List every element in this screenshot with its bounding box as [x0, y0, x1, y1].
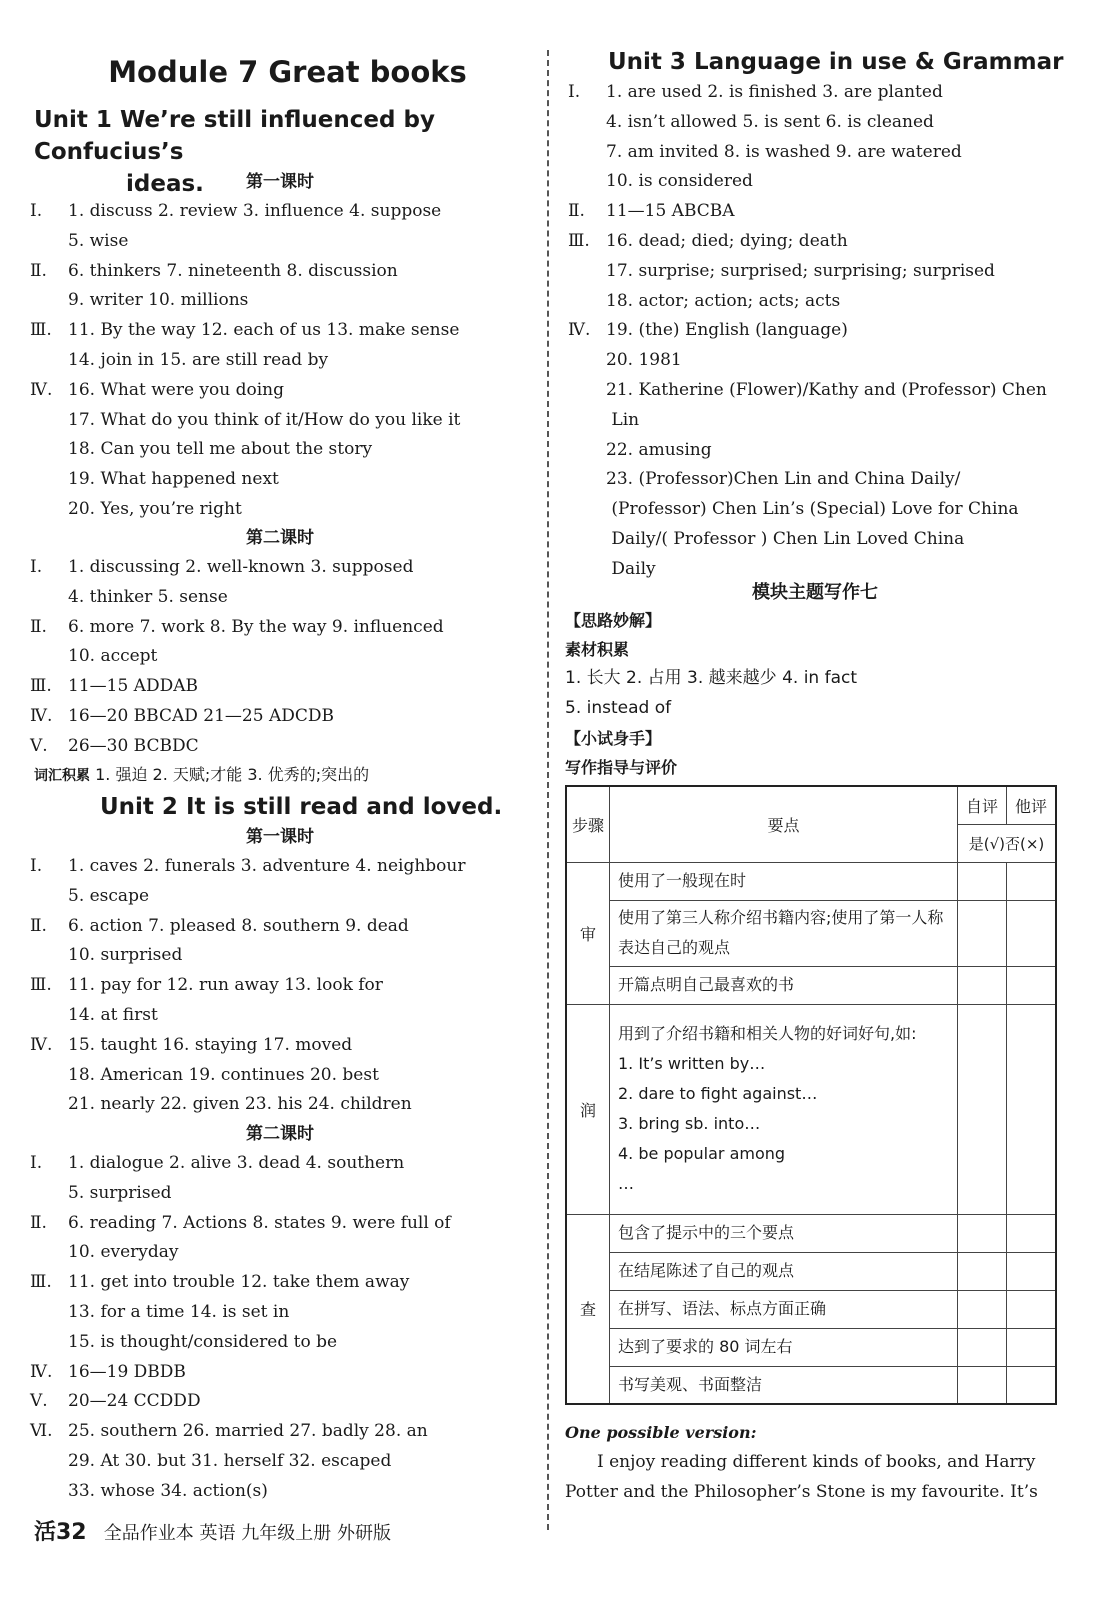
- answer-line: [30, 495, 530, 525]
- table-row: [566, 1004, 1056, 1214]
- table-row: [566, 862, 1056, 900]
- answer-line: [568, 138, 1065, 168]
- point-cell: 达到了要求的 80 词左右: [610, 1328, 958, 1366]
- peer-check-cell[interactable]: [1007, 1290, 1057, 1328]
- answer-text: 6. action 7. pleased 8. southern 9. dead: [68, 915, 409, 936]
- unit2-lesson1: [30, 822, 530, 1120]
- answer-text: 14. at first: [68, 1004, 158, 1025]
- section-numeral: Ⅳ.: [30, 705, 53, 726]
- self-check-cell[interactable]: [958, 1328, 1007, 1366]
- answer-line: [30, 882, 530, 912]
- answer-text: 6. reading 7. Actions 8. states 9. were full of: [68, 1212, 451, 1233]
- writing-title: 模块主题写作七: [752, 582, 878, 603]
- lesson-label: 第二课时: [246, 1124, 314, 1144]
- unit2-lesson2: [30, 1119, 530, 1507]
- answer-line: [568, 257, 1065, 287]
- writing-section: [565, 606, 1065, 782]
- answer-text: 25. southern 26. married 27. badly 28. an: [68, 1421, 428, 1442]
- answer-text: 10. accept: [68, 646, 158, 667]
- answer-text: 6. more 7. work 8. By the way 9. influenced: [68, 616, 444, 637]
- answer-line: [30, 197, 530, 227]
- answer-line: [30, 465, 530, 495]
- page-number: 活32: [34, 1520, 87, 1545]
- answer-text: 23. (Professor)Chen Lin and China Daily/: [606, 469, 961, 490]
- unit3-answers: [568, 78, 1065, 585]
- answer-line: [30, 1358, 530, 1388]
- self-check-cell[interactable]: [958, 966, 1007, 1004]
- answer-line: [30, 732, 530, 762]
- lesson-label: 第二课时: [246, 528, 314, 548]
- answer-line: [30, 406, 530, 436]
- answer-line: [568, 78, 1065, 108]
- answer-line: [30, 1477, 530, 1507]
- peer-check-cell[interactable]: [1007, 966, 1057, 1004]
- answer-text: 11. pay for 12. run away 13. look for: [68, 975, 383, 996]
- answer-line: [30, 346, 530, 376]
- answer-text: 15. is thought/considered to be: [68, 1331, 338, 1352]
- table-row: [566, 966, 1056, 1004]
- self-check-cell[interactable]: [958, 1366, 1007, 1404]
- table-row: [566, 900, 1056, 966]
- section-numeral: Ⅳ.: [568, 320, 591, 341]
- answer-line: [568, 167, 1065, 197]
- tips-heading: 【思路妙解】: [565, 611, 662, 630]
- step-cell: 查: [566, 1214, 610, 1404]
- answer-line: [30, 971, 530, 1001]
- answer-text: 19. What happened next: [68, 469, 279, 490]
- answer-line: [568, 227, 1065, 257]
- answer-line: [30, 583, 530, 613]
- answer-text: 10. everyday: [68, 1242, 179, 1263]
- answer-line: [30, 1387, 530, 1417]
- answer-line: [30, 1209, 530, 1239]
- answer-text: 16—20 BBCAD 21—25 ADCDB: [68, 705, 334, 726]
- peer-check-cell[interactable]: [1007, 900, 1057, 966]
- answer-line: [30, 1179, 530, 1209]
- answer-line: [30, 1149, 530, 1179]
- essay-line: I enjoy reading different kinds of books, and Harry: [597, 1451, 1036, 1472]
- section-numeral: Ⅲ.: [30, 320, 52, 341]
- lesson-label: 第一课时: [246, 172, 314, 192]
- answer-text: 1. are used 2. is finished 3. are planted: [606, 82, 943, 102]
- section-numeral: Ⅱ.: [30, 260, 47, 281]
- answer-line: [568, 525, 1065, 555]
- answer-text: 13. for a time 14. is set in: [68, 1301, 290, 1322]
- answer-line: [568, 316, 1065, 346]
- lesson-label: 第一课时: [246, 827, 314, 847]
- answer-line: [30, 227, 530, 257]
- section-numeral: Ⅰ.: [30, 201, 43, 221]
- section-numeral: Ⅲ.: [30, 975, 52, 996]
- answer-line: [30, 672, 530, 702]
- answer-text: 17. What do you think of it/How do you like it: [68, 409, 461, 430]
- evaluation-table: [565, 785, 1057, 1405]
- answer-text: 26—30 BCBDC: [68, 735, 199, 756]
- answer-list: [30, 852, 530, 1120]
- try-heading: 【小试身手】: [565, 728, 662, 748]
- answer-text: 16. What were you doing: [68, 379, 285, 400]
- answer-text: 5. escape: [68, 885, 150, 906]
- section-numeral: Ⅱ.: [30, 915, 47, 936]
- answer-line: [30, 1238, 530, 1268]
- answer-line: [30, 642, 530, 672]
- section-numeral: Ⅳ.: [30, 1361, 53, 1382]
- point-cell: 书写美观、书面整洁: [610, 1366, 958, 1404]
- peer-check-cell[interactable]: [1007, 1328, 1057, 1366]
- answer-list: [30, 1149, 530, 1507]
- table-row: [566, 1214, 1056, 1252]
- answer-text: 1. caves 2. funerals 3. adventure 4. neighbour: [68, 856, 466, 876]
- answer-line: [568, 108, 1065, 138]
- section-numeral: Ⅴ.: [30, 735, 48, 756]
- unit2-title: Unit 2 It is still read and loved.: [100, 794, 503, 820]
- section-numeral: Ⅲ.: [30, 1272, 52, 1293]
- answer-text: 17. surprise; surprised; surprising; surprised: [606, 260, 995, 281]
- answer-text: 16. dead; died; dying; death: [606, 230, 848, 251]
- module-title: Module 7 Great books: [108, 55, 467, 89]
- section-numeral: Ⅰ.: [568, 82, 581, 102]
- peer-check-cell[interactable]: [1007, 862, 1057, 900]
- answer-line: [30, 852, 530, 882]
- self-check-cell[interactable]: [958, 1252, 1007, 1290]
- header-peer: 他评: [1007, 786, 1057, 824]
- answer-line: [568, 287, 1065, 317]
- answer-line: [568, 197, 1065, 227]
- answer-line: [30, 1090, 530, 1120]
- peer-check-cell[interactable]: [1007, 1252, 1057, 1290]
- answer-line: [30, 316, 530, 346]
- section-numeral: Ⅰ.: [30, 856, 43, 876]
- answer-line: [30, 613, 530, 643]
- answer-text: 22. amusing: [606, 439, 712, 460]
- header-step: 步骤: [566, 786, 610, 862]
- answer-line: [30, 376, 530, 406]
- point-cell: 用到了介绍书籍和相关人物的好词好句,如: 1. It’s written by… 2. dare to fight against… 3. bring sb. into… 4. be popular among …: [610, 1004, 958, 1214]
- point-cell: 开篇点明自己最喜欢的书: [610, 966, 958, 1004]
- self-check-cell[interactable]: [958, 900, 1007, 966]
- self-check-cell[interactable]: [958, 1214, 1007, 1252]
- answer-text: 16—19 DBDB: [68, 1361, 186, 1382]
- vocab-accumulation: [34, 760, 369, 791]
- unit1-lesson2: [30, 523, 530, 762]
- step-cell: 润: [566, 1004, 610, 1214]
- answer-line: [30, 435, 530, 465]
- answer-line: [30, 1031, 530, 1061]
- self-check-cell[interactable]: [958, 862, 1007, 900]
- answer-line: [30, 702, 530, 732]
- answer-text: 11—15 ABCBA: [606, 201, 735, 222]
- section-numeral: Ⅴ.: [30, 1391, 48, 1412]
- point-cell: 在结尾陈述了自己的观点: [610, 1252, 958, 1290]
- self-check-cell[interactable]: [958, 1004, 1007, 1214]
- answer-line: [568, 376, 1065, 406]
- answer-text: 11—15 ADDAB: [68, 676, 198, 697]
- answer-line: [568, 436, 1065, 466]
- section-numeral: Ⅱ.: [568, 201, 585, 222]
- section-numeral: Ⅳ.: [30, 1034, 53, 1055]
- version-label: One possible version:: [565, 1423, 757, 1442]
- table-header-row: [566, 786, 1056, 824]
- answer-text: 19. (the) English (language): [606, 320, 848, 341]
- table-row: [566, 1252, 1056, 1290]
- section-numeral: Ⅲ.: [568, 230, 590, 251]
- self-check-cell[interactable]: [958, 1290, 1007, 1328]
- answer-text: 11. By the way 12. each of us 13. make sense: [68, 320, 460, 341]
- section-numeral: Ⅳ.: [30, 379, 53, 400]
- answer-line: [30, 1447, 530, 1477]
- answer-text: 15. taught 16. staying 17. moved: [68, 1034, 353, 1055]
- answer-text: 10. is considered: [606, 171, 753, 192]
- answer-list: [30, 553, 530, 762]
- answer-text: 7. am invited 8. is washed 9. are watered: [606, 141, 962, 162]
- answer-text: 6. thinkers 7. nineteenth 8. discussion: [68, 260, 398, 281]
- table-row: [566, 1290, 1056, 1328]
- answer-text: 21. nearly 22. given 23. his 24. children: [68, 1094, 412, 1115]
- footer-text: 全品作业本 英语 九年级上册 外研版: [103, 1523, 391, 1544]
- header-self: 自评: [958, 786, 1007, 824]
- header-points: 要点: [610, 786, 958, 862]
- peer-check-cell[interactable]: [1007, 1214, 1057, 1252]
- essay-line: Potter and the Philosopher’s Stone is my favourite. It’s: [565, 1481, 1038, 1502]
- answer-line: [30, 1001, 530, 1031]
- table-row: [566, 1328, 1056, 1366]
- peer-check-cell[interactable]: [1007, 1004, 1057, 1214]
- answer-text: 21. Katherine (Flower)/Kathy and (Professor) Chen: [606, 379, 1047, 400]
- point-cell: 使用了第三人称介绍书籍内容;使用了第一人称表达自己的观点: [610, 900, 958, 966]
- answer-text: (Professor) Chen Lin’s (Special) Love for China: [606, 499, 1019, 520]
- answer-line: [30, 912, 530, 942]
- answer-line: [30, 553, 530, 583]
- answer-line: [30, 1061, 530, 1091]
- answer-text: 18. American 19. continues 20. best: [68, 1064, 379, 1085]
- answer-text: 5. surprised: [68, 1182, 172, 1203]
- section-numeral: Ⅵ.: [30, 1421, 53, 1442]
- point-cell: 包含了提示中的三个要点: [610, 1214, 958, 1252]
- answer-line: [30, 1298, 530, 1328]
- answer-text: 1. discuss 2. review 3. influence 4. suppose: [68, 201, 442, 221]
- answer-text: 18. actor; action; acts; acts: [606, 290, 841, 311]
- section-numeral: Ⅲ.: [30, 676, 52, 697]
- answer-text: 4. isn’t allowed 5. is sent 6. is cleaned: [606, 111, 934, 132]
- answer-text: 1. dialogue 2. alive 3. dead 4. southern: [68, 1153, 405, 1173]
- unit1-lesson1: [30, 167, 530, 525]
- answer-line: [568, 346, 1065, 376]
- answer-text: 20. 1981: [606, 350, 682, 371]
- guide-heading: 写作指导与评价: [565, 757, 678, 777]
- unit3-title: Unit 3 Language in use & Grammar: [608, 49, 1064, 75]
- page-footer: [34, 1515, 391, 1546]
- answer-text: 5. wise: [68, 230, 129, 251]
- answer-text: 11. get into trouble 12. take them away: [68, 1272, 410, 1293]
- answer-list: [568, 78, 1065, 585]
- answer-list: [30, 197, 530, 525]
- answer-text: 33. whose 34. action(s): [68, 1480, 268, 1501]
- answer-text: 9. writer 10. millions: [68, 290, 249, 311]
- answer-text: 1. discussing 2. well-known 3. supposed: [68, 557, 414, 577]
- table-row: [566, 1366, 1056, 1404]
- section-numeral: Ⅱ.: [30, 616, 47, 637]
- answer-line: [30, 257, 530, 287]
- section-numeral: Ⅰ.: [30, 1153, 43, 1173]
- answer-line: [568, 406, 1065, 436]
- sample-essay: [565, 1418, 1065, 1507]
- material-line: 1. 长大 2. 占用 3. 越来越少 4. in fact: [565, 668, 858, 688]
- answer-text: 14. join in 15. are still read by: [68, 349, 329, 370]
- answer-text: 4. thinker 5. sense: [68, 586, 228, 607]
- answer-text: 18. Can you tell me about the story: [68, 439, 373, 460]
- answer-text: Lin: [606, 409, 640, 430]
- peer-check-cell[interactable]: [1007, 1366, 1057, 1404]
- material-heading: 素材积累: [565, 640, 630, 659]
- answer-text: 20. Yes, you’re right: [68, 498, 242, 519]
- point-cell: 使用了一般现在时: [610, 862, 958, 900]
- vocab-text: 1. 强迫 2. 天赋;才能 3. 优秀的;突出的: [95, 765, 370, 784]
- answer-line: [568, 495, 1065, 525]
- answer-text: 10. surprised: [68, 945, 183, 966]
- point-cell: 在拼写、语法、标点方面正确: [610, 1290, 958, 1328]
- column-divider: [547, 50, 549, 1530]
- answer-text: Daily/( Professor ) Chen Lin Loved China: [606, 528, 965, 549]
- answer-line: [30, 286, 530, 316]
- answer-line: [30, 941, 530, 971]
- answer-line: [30, 1268, 530, 1298]
- section-numeral: Ⅱ.: [30, 1212, 47, 1233]
- step-cell: 审: [566, 862, 610, 1004]
- answer-line: [30, 1417, 530, 1447]
- unit1-title: Unit 1 We’re still influenced by Confucius’s ideas.: [34, 107, 435, 197]
- section-numeral: Ⅰ.: [30, 557, 43, 577]
- answer-line: [30, 1328, 530, 1358]
- answer-text: 20—24 CCDDD: [68, 1391, 201, 1412]
- vocab-label: 词汇积累: [34, 768, 90, 784]
- material-line: 5. instead of: [565, 697, 672, 718]
- answer-text: Daily: [606, 558, 656, 579]
- answer-text: 29. At 30. but 31. herself 32. escaped: [68, 1450, 392, 1471]
- header-yesno: 是(√)否(×): [958, 824, 1057, 862]
- answer-line: [568, 465, 1065, 495]
